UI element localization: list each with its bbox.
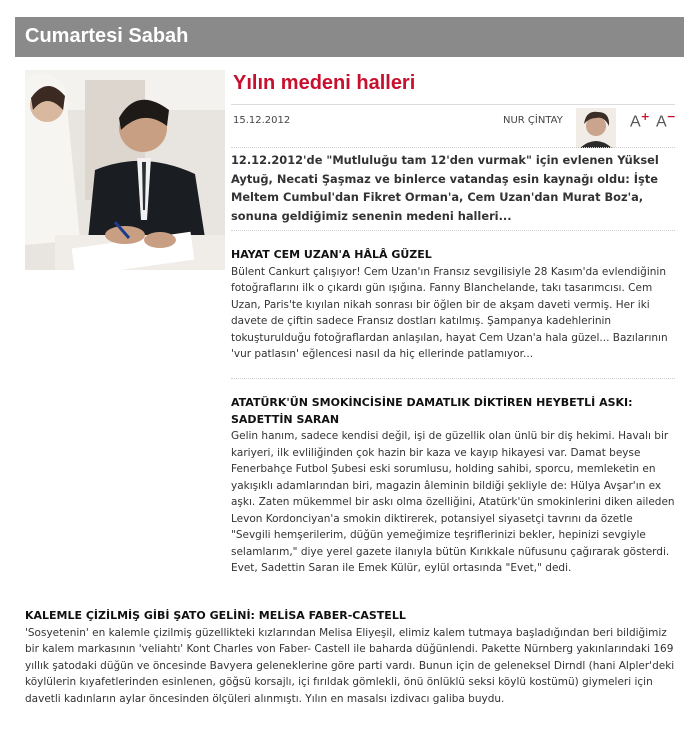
section-header <box>15 17 684 57</box>
article-title: Yılın medeni halleri <box>233 72 416 94</box>
author-avatar[interactable] <box>576 108 616 148</box>
font-increase-button[interactable]: A+ <box>630 110 650 131</box>
section-divider <box>231 378 675 379</box>
article-date: 15.12.2012 <box>233 115 291 126</box>
section-title: Cumartesi Sabah <box>25 25 189 47</box>
section-heading: HAYAT CEM UZAN'A HÂLÂ GÜZEL <box>231 248 432 261</box>
section-body: Bülent Cankurt çalışıyor! Cem Uzan'ın Fransız sevgilisiyle 28 Kasım'da evlendiğinin fotoğraflarını ilk o çıkardı gün ışığına. Fanny Blanchelande, takı tasarımcısı. Cem Uzan, Paris'te kıyılan nikah sonrası bir öğlen bir de akşam daveti vermiş. Her iki davete de çiftin sadece Fransız dostları katılmış. Şampanya kadehlerinin tokuşturulduğu fotoğraflardan anlaşılan, hayat Cem Uzan'a hala güzel... Bazılarının 'vur patlasın' eğlencesi nasıl da hiç ellerinde patlamıyor... <box>231 265 668 360</box>
meta-divider-top <box>231 104 675 105</box>
meta-divider-bottom <box>231 147 675 148</box>
font-decrease-button[interactable]: A− <box>656 110 676 131</box>
article-photo <box>25 70 225 270</box>
section-heading: KALEMLE ÇİZİLMİŞ GİBİ ŞATO GELİNİ: MELİSA FABER-CASTELL <box>25 609 406 622</box>
article-lead: 12.12.2012'de "Mutluluğu tam 12'den vurmak" için evlenen Yüksel Aytuğ, Necati Şaşmaz ve binlerce vatandaş esin kaynağı oldu: İşte Meltem Cumbul'dan Fikret Orman'a, Cem Uzan'dan Murat Boz'a, sonuna geldiğimiz senenin medeni halleri... <box>231 153 659 223</box>
font-increase-icon: A <box>630 113 641 131</box>
section-body: 'Sosyetenin' en kalemle çizilmiş güzellikteki kızlarından Melisa Eliyeşil, elimiz kalem tutmaya başladığından beri bildiğimiz bir kalem markasının 'veliahtı' Kont Charles von Faber- Castell ile baharda düğünlendi. Pakette Nürnberg yakınlarındaki 169 yıllık şatodaki düğün ve öncesinde Bavyera geleneklerine göre parti vardı. Bunun için de geleneksel Dirndl (hani Alpler'deki köylülerin kıyafetlerinden esinlenen, göğsü korsajlı, içi fırıldak gömlekli, önü önlüklü seksi köylü kostümü) giymeleri için davetli kadınların aylar öncesinden ölçüleri alınmıştı. Yılın en masalsı izdivacı galiba buydu. <box>25 626 675 705</box>
font-decrease-icon: A <box>656 113 667 131</box>
wedding-signing-photo <box>25 70 225 270</box>
author-name[interactable]: NUR ÇİNTAY <box>503 115 563 126</box>
article-section <box>231 247 675 363</box>
section-heading: ATATÜRK'ÜN SMOKİNCİSİNE DAMATLIK DİKTİREN HEYBETLİ ASKI: SADETTİN SARAN <box>231 396 633 426</box>
lead-divider <box>231 230 675 231</box>
section-body: Gelin hanım, sadece kendisi değil, işi de güzellik olan ünlü bir diş hekimi. Havalı bir kariyeri, ilk evliliğinden çok hazin bir kaza ve kayıp hikayesi var. Damat beyse Fenerbahçe Futbol Şubesi eski sorumlusu, holding sahibi, sporcu, memleketin en yakışıklı adamlarından biri, magazin âleminin bildiği şekliyle de: Hülya Avşar'ın ex aşkı. Zaten mükemmel bir askı olma özelliğini, Atatürk'ün smokinlerini diken aileden Levon Kordonciyan'a smokin diktirerek, potansiyel siyasetçi tavrını da özetle "Sevgili hemşerilerim, düğün yemeğimize teşriflerinizi bekler, hepinizi sevgiyle selamlarım," diye yerel gazete ilanıyla bütün Kırıkkale nüfusunu çağırarak gösterdi. Evet, Sadettin Saran ile Emek Külür, eylül ortasında "Evet," dedi. <box>231 430 675 574</box>
article-section <box>25 608 675 707</box>
article-section <box>231 395 675 577</box>
